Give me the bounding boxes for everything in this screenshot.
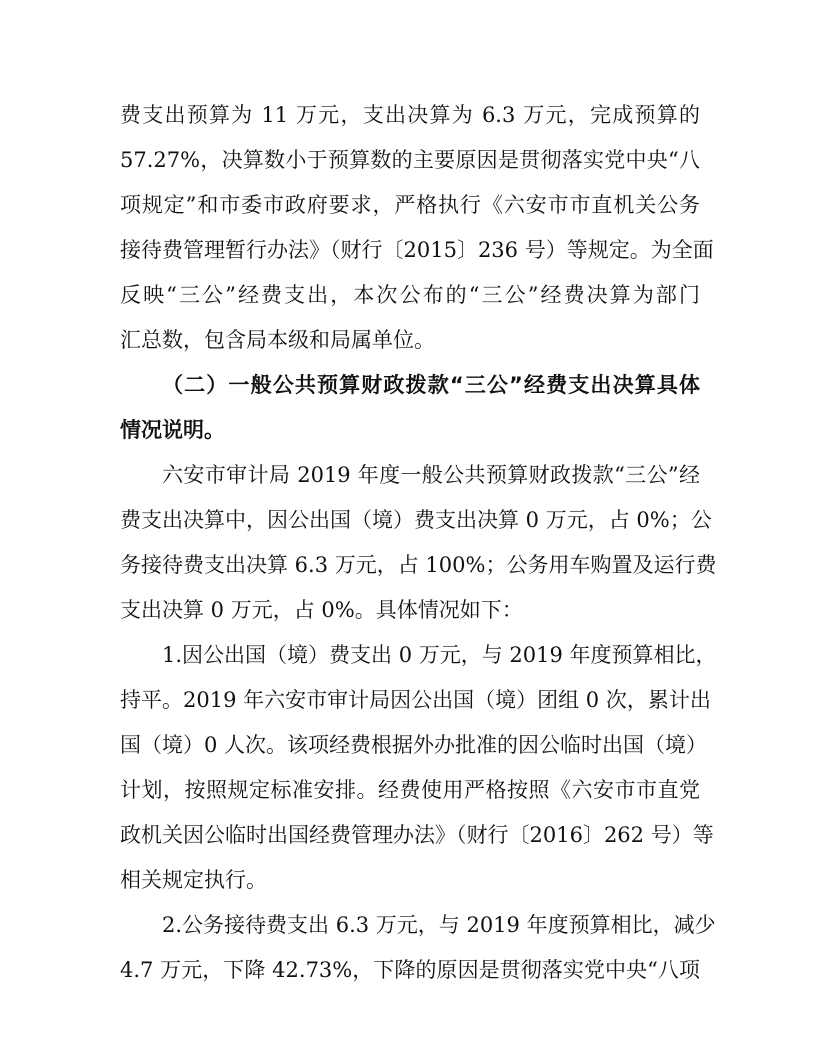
body-text-line: 六安市审计局 2019 年度一般公共预算财政拨款“三公”经 [162,463,700,487]
list-item-line: 2.公务接待费支出 6.3 万元，与 2019 年度预算相比，减少 [162,913,716,937]
body-text-line: 政机关因公临时出国经费管理办法》（财行〔2016〕262 号）等 [120,823,714,847]
body-text-line: 项规定”和市委市政府要求，严格执行《六安市市直机关公务 [120,193,700,217]
body-text-line: 支出决算 0 万元，占 0%。具体情况如下： [120,598,523,622]
list-item-line: 1.因公出国（境）费支出 0 万元，与 2019 年度预算相比， [162,643,717,667]
body-text-line: 费支出预算为 11 万元，支出决算为 6.3 万元，完成预算的 [120,103,700,127]
body-text-line: 接待费管理暂行办法》（财行〔2015〕236 号）等规定。为全面 [120,238,714,262]
body-text-line: 国（境）0 人次。该项经费根据外办批准的因公临时出国（境） [120,733,708,757]
body-text-line: 务接待费支出决算 6.3 万元，占 100%；公务用车购置及运行费 [120,553,717,577]
body-text-line: 计划，按照规定标准安排。经费使用严格按照《六安市市直党 [120,778,700,802]
body-text-line: 反映“三公”经费支出，本次公布的“三公”经费决算为部门 [120,283,700,307]
body-text-line: 57.27%，决算数小于预算数的主要原因是贯彻落实党中央“八 [120,148,700,172]
body-text-line: 费支出决算中，因公出国（境）费支出决算 0 万元，占 0%；公 [120,508,712,532]
body-text-line: 汇总数，包含局本级和局属单位。 [120,328,435,352]
body-text-line: 相关规定执行。 [120,868,267,892]
section-heading: （二）一般公共预算财政拨款“三公”经费支出决算具体 [162,373,700,397]
body-text-line: 4.7 万元，下降 42.73%，下降的原因是贯彻落实党中央“八项 [120,958,700,982]
body-text-line: 持平。2019 年六安市审计局因公出国（境）团组 0 次，累计出 [120,688,711,712]
section-heading-continued: 情况说明。 [120,418,225,442]
